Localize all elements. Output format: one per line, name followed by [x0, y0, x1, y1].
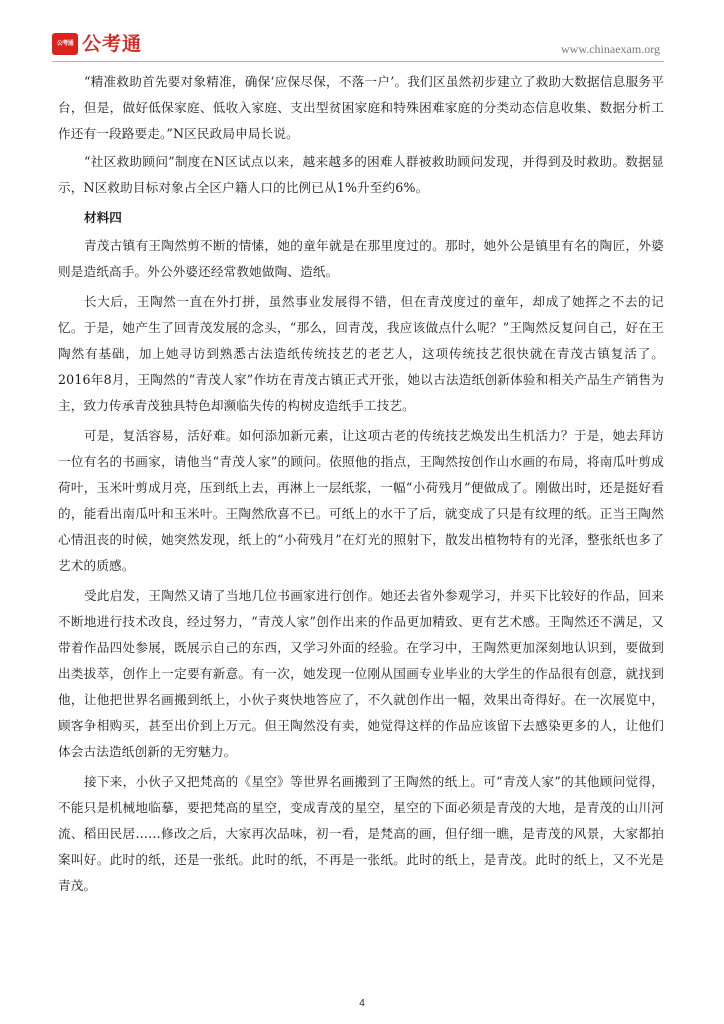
page-header [52, 30, 664, 62]
paragraph: 接下来，小伙子又把梵高的《星空》等世界名画搬到了王陶然的纸上。可“青茂人家”的其他顾问觉得，不能只是机械地临摹，要把梵高的星空，变成青茂的星空，星空的下面必须是青茂的大地，是青茂的山川河流、稻田民居……修改之后，大家再次品味，初一看，是梵高的画，但仔细一瞧，是青茂的风景，大家都拍案叫好。此时的纸，还是一张纸。此时的纸，不再是一张纸。此时的纸上，是青茂。此时的纸上，又不光是青茂。 [58, 774, 664, 893]
document-body [58, 69, 664, 899]
header-divider [52, 61, 664, 62]
section-heading: 材料四 [84, 210, 122, 225]
page-number: 4 [359, 998, 365, 1009]
paragraph: 青茂古镇有王陶然剪不断的情愫，她的童年就是在那里度过的。那时，她外公是镇里有名的陶匠，外婆则是造纸高手。外公外婆还经常教她做陶、造纸。 [58, 238, 664, 279]
logo-badge: 公考通 [52, 33, 78, 55]
logo-text: 公考通 [82, 33, 143, 55]
site-url[interactable]: www.chinaexam.org [561, 42, 660, 56]
paragraph: “社区救助顾问”制度在N区试点以来，越来越多的困难人群被救助顾问发现，并得到及时救助。数据显示，N区救助目标对象占全区户籍人口的比例已从1%升至约6%。 [58, 154, 664, 195]
paragraph: 受此启发，王陶然又请了当地几位书画家进行创作。她还去省外参观学习，并买下比较好的作品，回来不断地进行技术改良，经过努力，“青茂人家”创作出来的作品更加精致、更有艺术感。王陶然还不满足，又带着作品四处参展，既展示自己的东西，又学习外面的经验。在学习中，王陶然更加深刻地认识到，要做到出类拔萃，创作上一定要有新意。有一次，她发现一位刚从国画专业毕业的大学生的作品很有创意，就找到他，让他把世界名画搬到纸上，小伙子爽快地答应了，不久就创作出一幅，效果出奇得好。在一次展览中，顾客争相购买，甚至出价到上万元。但王陶然没有卖，她觉得这样的作品应该留下去感染更多的人，让他们体会古法造纸创新的无穷魅力。 [58, 588, 664, 759]
paragraph: “精准救助首先要对象精准，确保‘应保尽保，不落一户’。我们区虽然初步建立了救助大数据信息服务平台，但是，做好低保家庭、低收入家庭、支出型贫困家庭和特殊困难家庭的分类动态信息收集、数据分析工作还有一段路要走。”N区民政局申局长说。 [58, 74, 664, 141]
paragraph: 长大后，王陶然一直在外打拼，虽然事业发展得不错，但在青茂度过的童年，却成了她挥之不去的记忆。于是，她产生了回青茂发展的念头，“那么，回青茂，我应该做点什么呢？”王陶然反复问自己，好在王陶然有基础，加上她寻访到熟悉古法造纸传统技艺的老艺人，这项传统技艺很快就在青茂古镇复活了。2016年8月，王陶然的“青茂人家”作坊在青茂古镇正式开张，她以古法造纸创新体验和相关产品生产销售为主，致力传承青茂独具特色却濒临失传的构树皮造纸手工技艺。 [58, 294, 664, 413]
paragraph: 可是，复活容易，活好难。如何添加新元素，让这项古老的传统技艺焕发出生机活力？于是，她去拜访一位有名的书画家，请他当“青茂人家”的顾问。依照他的指点，王陶然按创作山水画的布局，将南瓜叶剪成荷叶，玉米叶剪成月亮，压到纸上去，再淋上一层纸浆，一幅“小荷残月”便做成了。刚做出时，还是挺好看的，能看出南瓜叶和玉米叶。王陶然欣喜不已。可纸上的水干了后，就变成了只是有纹理的纸。正当王陶然心情沮丧的时候，她突然发现，纸上的“小荷残月”在灯光的照射下，散发出植物特有的光泽，整张纸也多了艺术的质感。 [58, 428, 664, 573]
